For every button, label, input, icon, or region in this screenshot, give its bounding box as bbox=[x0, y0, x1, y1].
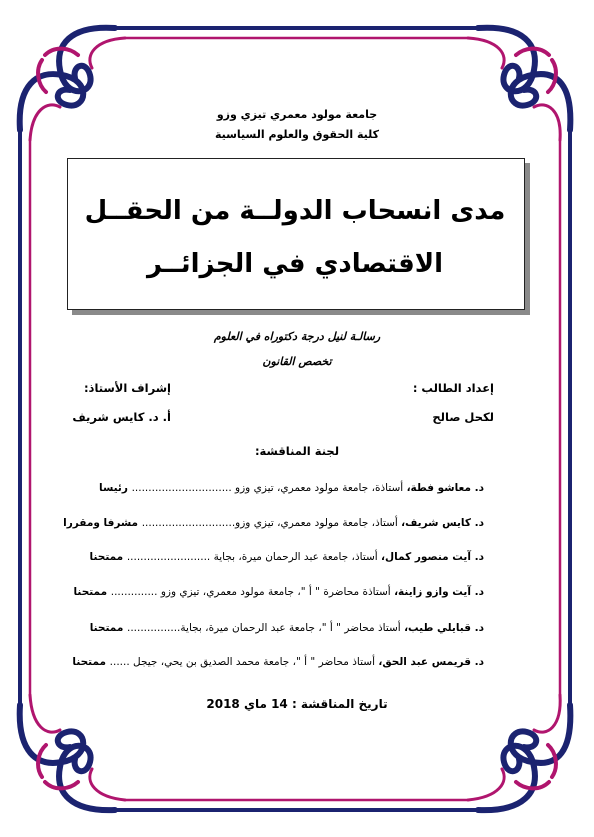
member-role: ممتحنا bbox=[73, 586, 111, 598]
member-role: رئيسا bbox=[99, 482, 132, 494]
specialty-text: تخصص القانون bbox=[262, 355, 332, 368]
member-affiliation: أستاذ، جامعة عبد الرحمان ميرة، بجاية ......................... bbox=[126, 551, 382, 563]
degree-text: رسالـة لنيل درجة دكتوراه في العلوم bbox=[213, 330, 381, 343]
thesis-title-line-1: مدى انسحاب الدولــة من الحقــل bbox=[84, 196, 506, 226]
student-label: إعداد الطالب : bbox=[412, 381, 494, 395]
committee-member bbox=[63, 517, 484, 529]
thesis-title-line-2: الاقتصادي في الجزائــر bbox=[146, 249, 444, 279]
committee-member bbox=[90, 551, 484, 563]
member-affiliation: أستاذة، جامعة مولود معمري، تيزي وزو .............................. bbox=[131, 482, 407, 494]
defense-date: تاريخ المناقشة : 14 ماي 2018 bbox=[206, 697, 388, 711]
student-name: لكحل صالح bbox=[432, 410, 494, 424]
corner-ornament-top-right bbox=[468, 28, 570, 140]
member-name: د. قريمس عبد الحق، bbox=[378, 656, 484, 668]
supervisor-label: إشراف الأستاذ: bbox=[83, 381, 171, 395]
member-role: ممتحنا bbox=[89, 622, 127, 634]
member-name: د. كايس شريف، bbox=[401, 517, 484, 529]
university-name: جامعة مولود معمري تيزي وزو bbox=[216, 108, 378, 121]
corner-ornament-bottom-left bbox=[20, 695, 125, 810]
member-affiliation: أستاذ محاضر " أ "، جامعة محمد الصديق بن يحي، جيجل ...... bbox=[109, 656, 379, 668]
member-affiliation: أستاذ محاضر " أ "، جامعة عبد الرحمان ميرة، بجاية................ bbox=[126, 622, 405, 634]
member-role: مشرفا ومقررا bbox=[63, 517, 142, 529]
committee-member bbox=[72, 656, 484, 668]
member-name: د. معاشو فطة، bbox=[406, 482, 484, 494]
committee-member bbox=[99, 482, 484, 494]
member-name: د. آيت منصور كمال، bbox=[381, 551, 484, 563]
member-role: ممتحنا bbox=[89, 551, 127, 563]
member-name: د. آيت وازو زاينة، bbox=[394, 586, 484, 598]
member-affiliation: أستاذة محاضرة " أ "، جامعة مولود معمري، تيزي وزو .............. bbox=[110, 586, 395, 598]
corner-ornament-bottom-right bbox=[468, 695, 570, 810]
member-name: د. قبايلي طيب، bbox=[404, 622, 484, 634]
corner-ornament-top-left bbox=[20, 28, 125, 140]
faculty-name: كلية الحقوق والعلوم السياسية bbox=[214, 128, 380, 141]
committee-title: لجنة المناقشة: bbox=[254, 444, 340, 458]
supervisor-name: أ. د. كايس شريف bbox=[72, 410, 171, 424]
committee-member bbox=[73, 586, 484, 598]
member-affiliation: أستاذ، جامعة مولود معمري، تيزي وزو............................ bbox=[141, 517, 402, 529]
member-role: ممتحنا bbox=[72, 656, 110, 668]
committee-member bbox=[90, 622, 484, 634]
title-box bbox=[67, 158, 525, 310]
